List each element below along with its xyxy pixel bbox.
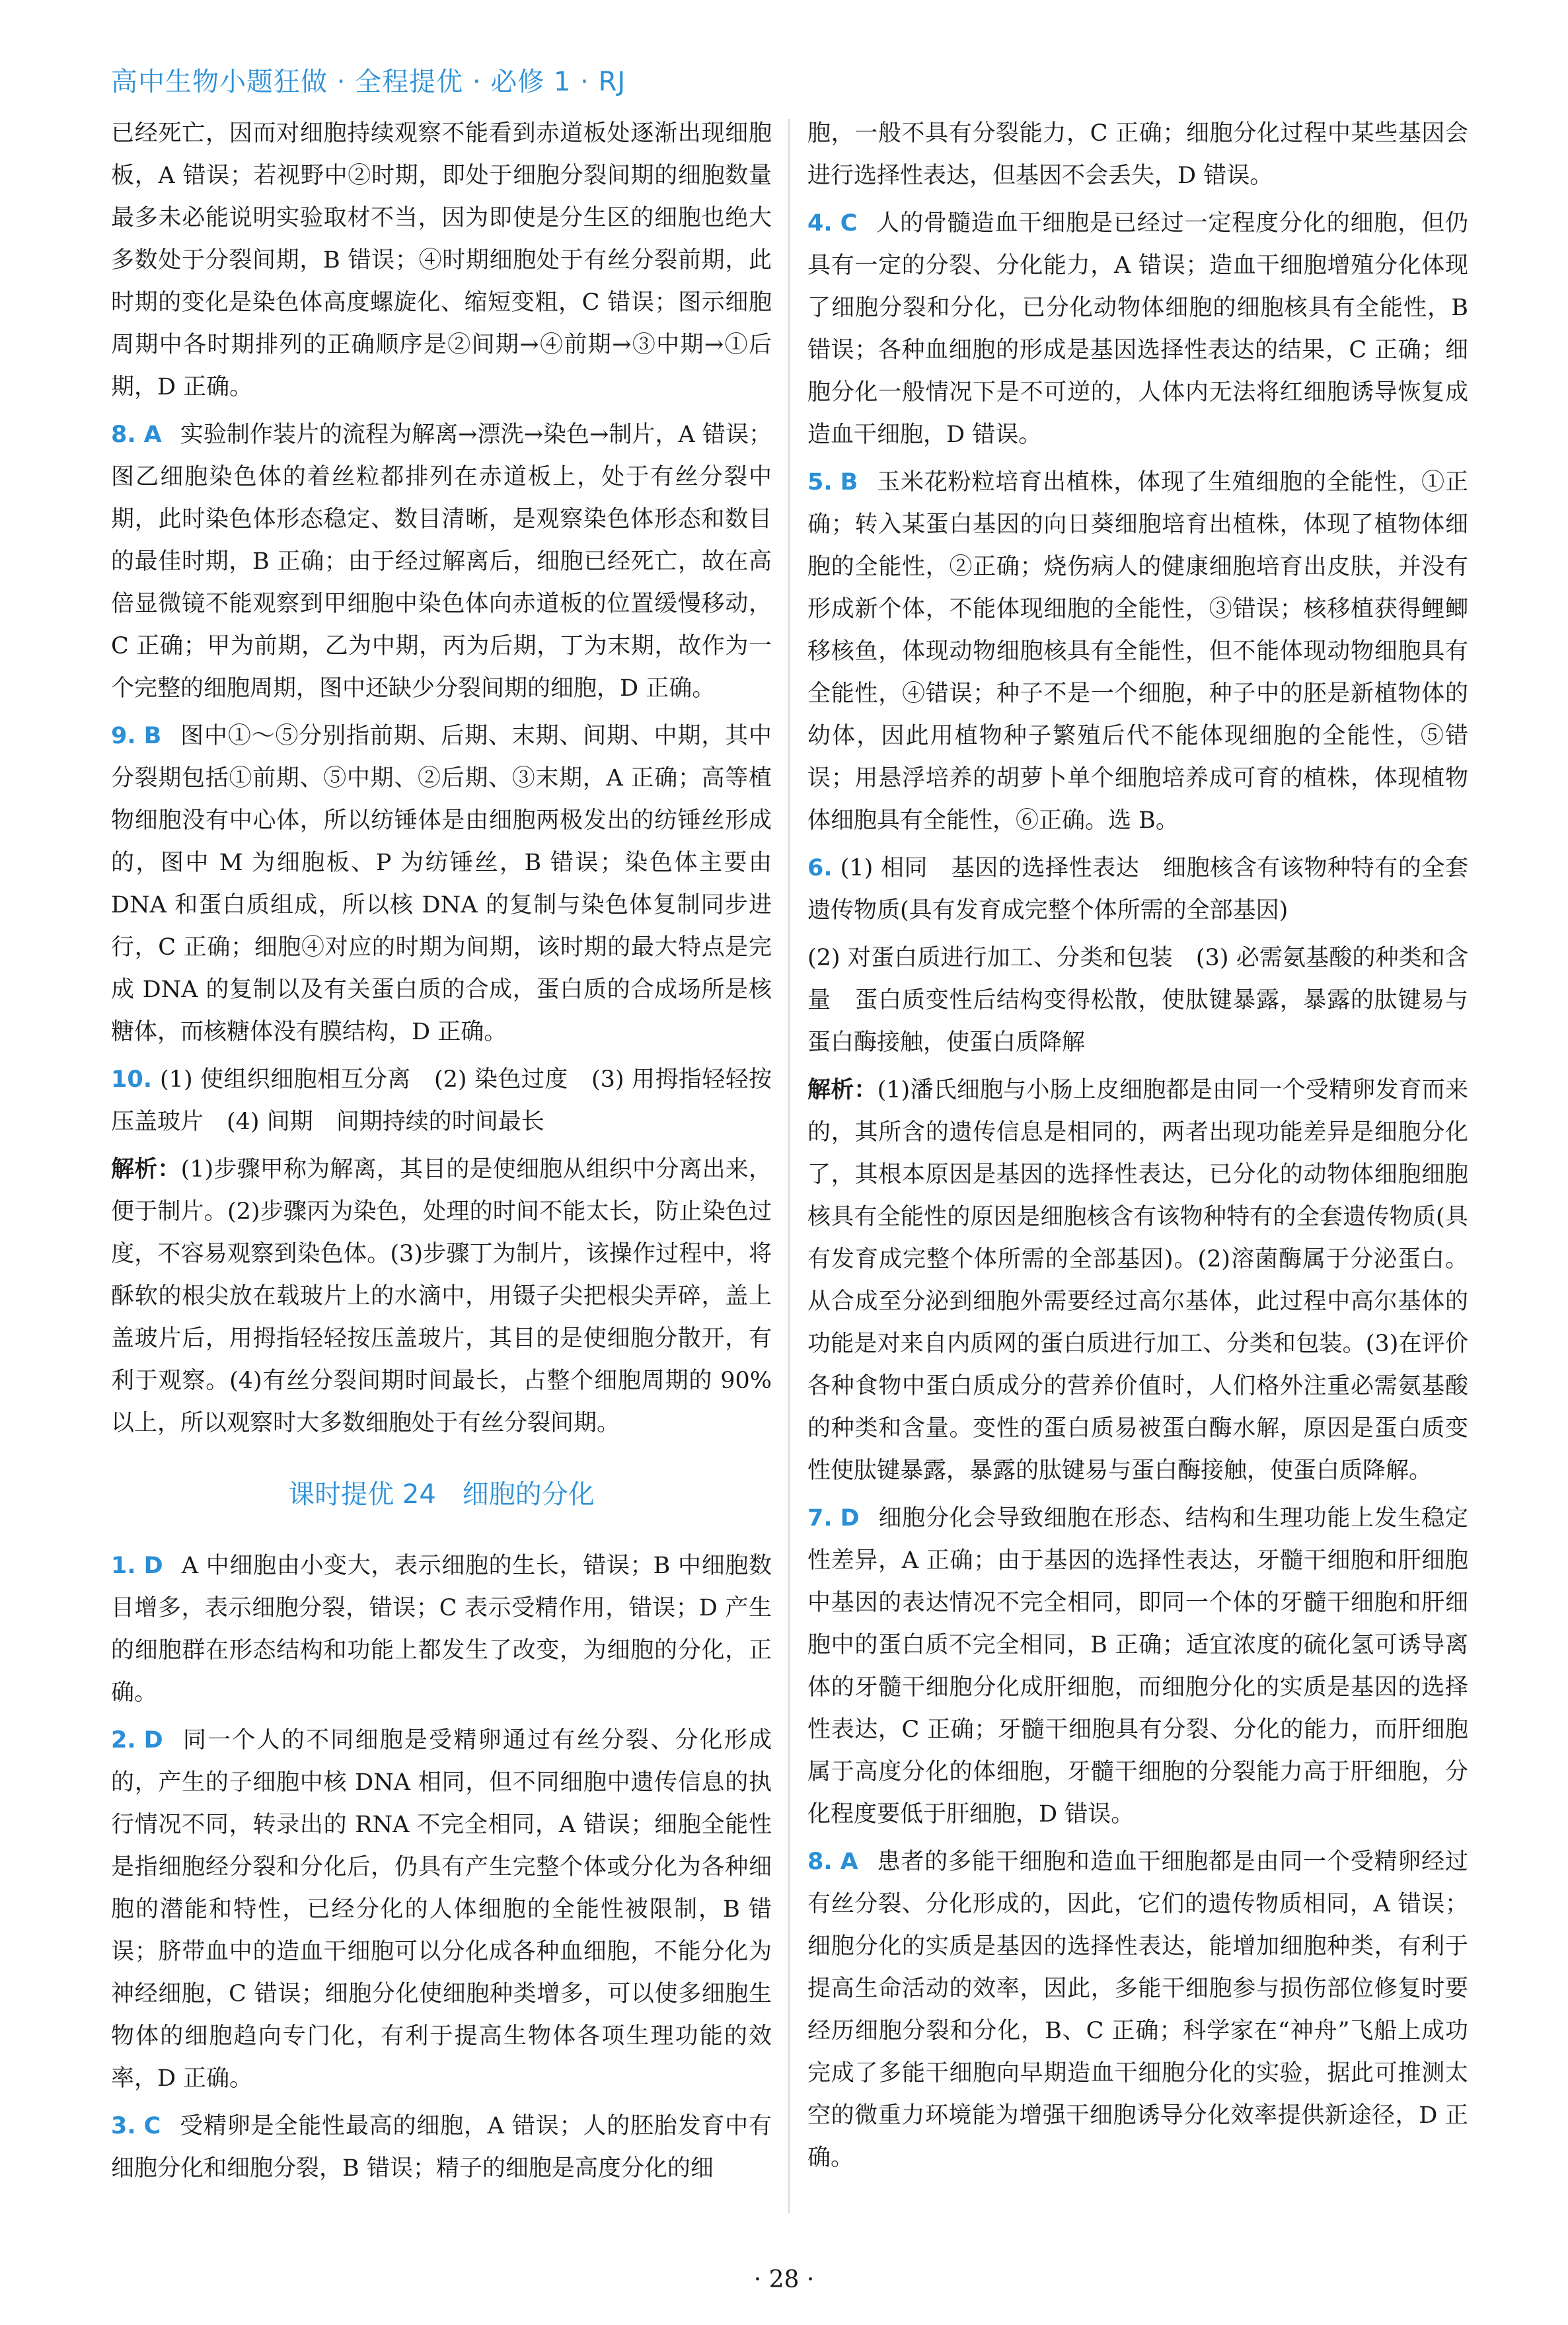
question-number: 1. (111, 1553, 136, 1579)
answer-s8 (807, 1841, 1468, 2179)
analysis-10 (111, 1148, 772, 1444)
question-number: 8. (807, 1849, 833, 1875)
answer-text: 受精卵是全能性最高的细胞，A 错误；人的胚胎发育中有细胞分化和细胞分裂，B 错误；精子的细胞是高度分化的细 (111, 2113, 772, 2182)
analysis-text: (1)潘氏细胞与小肠上皮细胞都是由同一个受精卵发育而来的，其所含的遗传信息是相同的，两者出现功能差异是细胞分化了，其根本原因是基因的选择性表达，已分化的动物体细胞细胞核具有全能性的原因是细胞核含有该物种特有的全套遗传物质(具有发育成完整个体所需的全部基因)。(2)溶菌酶属于分泌蛋白。从合成至分泌到细胞外需要经过高尔基体，此过程中高尔基体的功能是对来自内质网的蛋白质进行加工、分类和包装。(3)在评价各种食物中蛋白质成分的营养价值时，人们格外注重必需氨基酸的种类和含量。变性的蛋白质易被蛋白酶水解，原因是蛋白质变性使肽键暴露，暴露的肽键易与蛋白酶接触，使蛋白质降解。 (807, 1077, 1468, 1484)
analysis-label: 解析： (111, 1156, 181, 1183)
question-number: 8. (111, 422, 136, 448)
answer-text: 玉米花粉粒培育出植株，体现了生殖细胞的全能性，①正确；转入某蛋白基因的向日葵细胞培育出植株，体现了植物体细胞的全能性，②正确；烧伤病人的健康细胞培育出皮肤，并没有形成新个体，不能体现细胞的全能性，③错误；核移植获得鲤鲫移核鱼，体现动物细胞核具有全能性，但不能体现动物细胞具有全能性，④错误；种子不是一个细胞，种子中的胚是新植物体的幼体，因此用植物种子繁殖后代不能体现细胞的全能性，⑤错误；用悬浮培养的胡萝卜单个细胞培养成可育的植株，体现植物体细胞具有全能性，⑥正确。选 B。 (807, 469, 1468, 834)
answer-s3 (111, 2105, 772, 2190)
q7-continuation: 已经死亡，因而对细胞持续观察不能看到赤道板处逐渐出现细胞板，A 错误；若视野中②时期，即处于细胞分裂间期的细胞数量最多未必能说明实验取材不当，因为即使是分生区的细胞也绝大多数处于分裂间期，B 错误；④时期细胞处于有丝分裂前期，此时期的变化是染色体高度螺旋化、缩短变粗，C 错误；图示细胞周期中各时期排列的正确顺序是②间期→④前期→③中期→①后期，D 正确。 (111, 120, 772, 400)
analysis-text: (1)步骤甲称为解离，其目的是使细胞从组织中分离出来，便于制片。(2)步骤丙为染色，处理的时间不能太长，防止染色过度，不容易观察到染色体。(3)步骤丁为制片，该操作过程中，将酥软的根尖放在载玻片上的水滴中，用镊子尖把根尖弄碎，盖上盖玻片后，用拇指轻轻按压盖玻片，其目的是使细胞分散开，有利于观察。(4)有丝分裂间期时间最长，占整个细胞周期的 90%以上，所以观察时大多数细胞处于有丝分裂间期。 (111, 1156, 772, 1436)
answer-text: A 中细胞由小变大，表示细胞的生长，错误；B 中细胞数目增多，表示细胞分裂，错误；C 表示受精作用，错误；D 产生的细胞群在形态结构和功能上都发生了改变，为细胞的分化，正确。 (111, 1553, 772, 1706)
answer-s4 (807, 202, 1468, 456)
answer-text: 实验制作装片的流程为解离→漂洗→染色→制片，A 错误；图乙细胞染色体的着丝粒都排列在赤道板上，处于有丝分裂中期，此时染色体形态稳定、数目清晰，是观察染色体形态和数目的最佳时期，B 正确；由于经过解离后，细胞已经死亡，故在高倍显微镜不能观察到甲细胞中染色体向赤道板的位置缓慢移动，C 正确；甲为前期，乙为中期，丙为后期，丁为末期，故作为一个完整的细胞周期，图中还缺少分裂间期的细胞，D 正确。 (111, 422, 772, 702)
answer-8 (111, 414, 772, 710)
answer-10 (111, 1058, 772, 1143)
right-column (807, 112, 1468, 2184)
question-number: 5. (807, 469, 833, 496)
question-number: 10. (111, 1066, 153, 1093)
answer-text: 同一个人的不同细胞是受精卵通过有丝分裂、分化形成的，产生的子细胞中核 DNA 相同，但不同细胞中遗传信息的执行情况不同，转录出的 RNA 不完全相同，A 错误；细胞全能性是指细胞经分裂和分化后，仍具有产生完整个体或分化为各种细胞的潜能和特性，已经分化的人体细胞的全能性被限制，B 错误；脐带血中的造血干细胞可以分化成各种血细胞，不能分化为神经细胞，C 错误；细胞分化使细胞种类增多，可以使多细胞生物体的细胞趋向专门化，有利于提高生物体各项生理功能的效率，D 正确。 (111, 1727, 772, 2092)
page-number: · 28 · (753, 2266, 815, 2293)
answer-s6-part2: (2) 对蛋白质进行加工、分类和包装 (3) 必需氨基酸的种类和含量 蛋白质变性后结构变得松散，使肽键暴露，暴露的肽键易与蛋白酶接触，使蛋白质降解 (807, 945, 1468, 1056)
answer-s1 (111, 1545, 772, 1714)
page-header: 高中生物小题狂做 · 全程提优 · 必修 1 · RJ (111, 67, 626, 97)
question-number: 6. (807, 855, 833, 881)
answer-letter: B (840, 469, 858, 496)
answer-letter: D (840, 1505, 860, 1532)
answer-s2 (111, 1719, 772, 2100)
answer-letter: B (143, 723, 162, 749)
question-number: 7. (807, 1505, 833, 1532)
question-number: 3. (111, 2113, 136, 2139)
answer-text: 细胞分化会导致细胞在形态、结构和生理功能上发生稳定性差异，A 正确；由于基因的选择性表达，牙髓干细胞和肝细胞中基因的表达情况不完全相同，即同一个体的牙髓干细胞和肝细胞中的蛋白质不完全相同，B 正确；适宜浓度的硫化氢可诱导离体的牙髓干细胞分化成肝细胞，而细胞分化的实质是基因的选择性表达，C 正确；牙髓干细胞具有分裂、分化的能力，而肝细胞属于高度分化的体细胞，牙髓干细胞的分裂能力高于肝细胞，分化程度要低于肝细胞，D 错误。 (807, 1505, 1468, 1827)
answer-text: 患者的多能干细胞和造血干细胞都是由同一个受精卵经过有丝分裂、分化形成的，因此，它们的遗传物质相同，A 错误；细胞分化的实质是基因的选择性表达，能增加细胞种类，有利于提高生命活动的效率，因此，多能干细胞参与损伤部位修复时要经历细胞分裂和分化，B、C 正确；科学家在“神舟”飞船上成功完成了多能干细胞向早期造血干细胞分化的实验，据此可推测太空的微重力环境能为增强干细胞诱导分化效率提供新途径，D 正确。 (807, 1849, 1468, 2171)
question-number: 2. (111, 1727, 136, 1753)
answer-text: (1) 使组织细胞相互分离 (2) 染色过度 (3) 用拇指轻轻按压盖玻片 (4) 间期 间期持续的时间最长 (111, 1066, 772, 1135)
left-column (111, 112, 772, 2195)
answer-text: 人的骨髓造血干细胞是已经过一定程度分化的细胞，但仍具有一定的分裂、分化能力，A 错误；造血干细胞增殖分化体现了细胞分裂和分化，已分化动物体细胞的细胞核具有全能性，B 错误；各种血细胞的形成是基因选择性表达的结果，C 正确；细胞分化一般情况下是不可逆的，人体内无法将红细胞诱导恢复成造血干细胞，D 错误。 (807, 210, 1468, 448)
answer-letter: C (143, 2113, 161, 2139)
answer-text: (1) 相同 基因的选择性表达 细胞核含有该物种特有的全套遗传物质(具有发育成完整个体所需的全部基因) (807, 855, 1468, 924)
question-number: 4. (807, 210, 833, 237)
answer-letter: D (143, 1727, 163, 1753)
answer-9 (111, 715, 772, 1053)
answer-s5 (807, 461, 1468, 842)
s3-continuation: 胞，一般不具有分裂能力，C 正确；细胞分化过程中某些基因会进行选择性表达，但基因不会丢失，D 错误。 (807, 120, 1468, 189)
answer-letter: A (840, 1849, 858, 1875)
answer-text: 图中①～⑤分别指前期、后期、末期、间期、中期，其中分裂期包括①前期、⑤中期、②后期、③末期，A 正确；高等植物细胞没有中心体，所以纺锤体是由细胞两极发出的纺锤丝形成的，图中 M 为细胞板、P 为纺锤丝，B 错误；染色体主要由 DNA 和蛋白质组成，所以核 DNA 的复制与染色体复制同步进行，C 正确；细胞④对应的时期为间期，该时期的最大特点是完成 DNA 的复制以及有关蛋白质的合成，蛋白质的合成场所是核糖体，而核糖体没有膜结构，D 正确。 (111, 723, 772, 1045)
answer-letter: D (143, 1553, 163, 1579)
answer-s6-part1 (807, 847, 1468, 932)
question-number: 9. (111, 723, 136, 749)
column-divider (788, 119, 790, 2213)
answer-s7 (807, 1497, 1468, 1835)
analysis-label: 解析： (807, 1077, 877, 1103)
analysis-s6 (807, 1069, 1468, 1492)
answer-letter: C (840, 210, 858, 237)
section-title: 课时提优 24 细胞的分化 (288, 1479, 595, 1510)
answer-letter: A (143, 422, 162, 448)
